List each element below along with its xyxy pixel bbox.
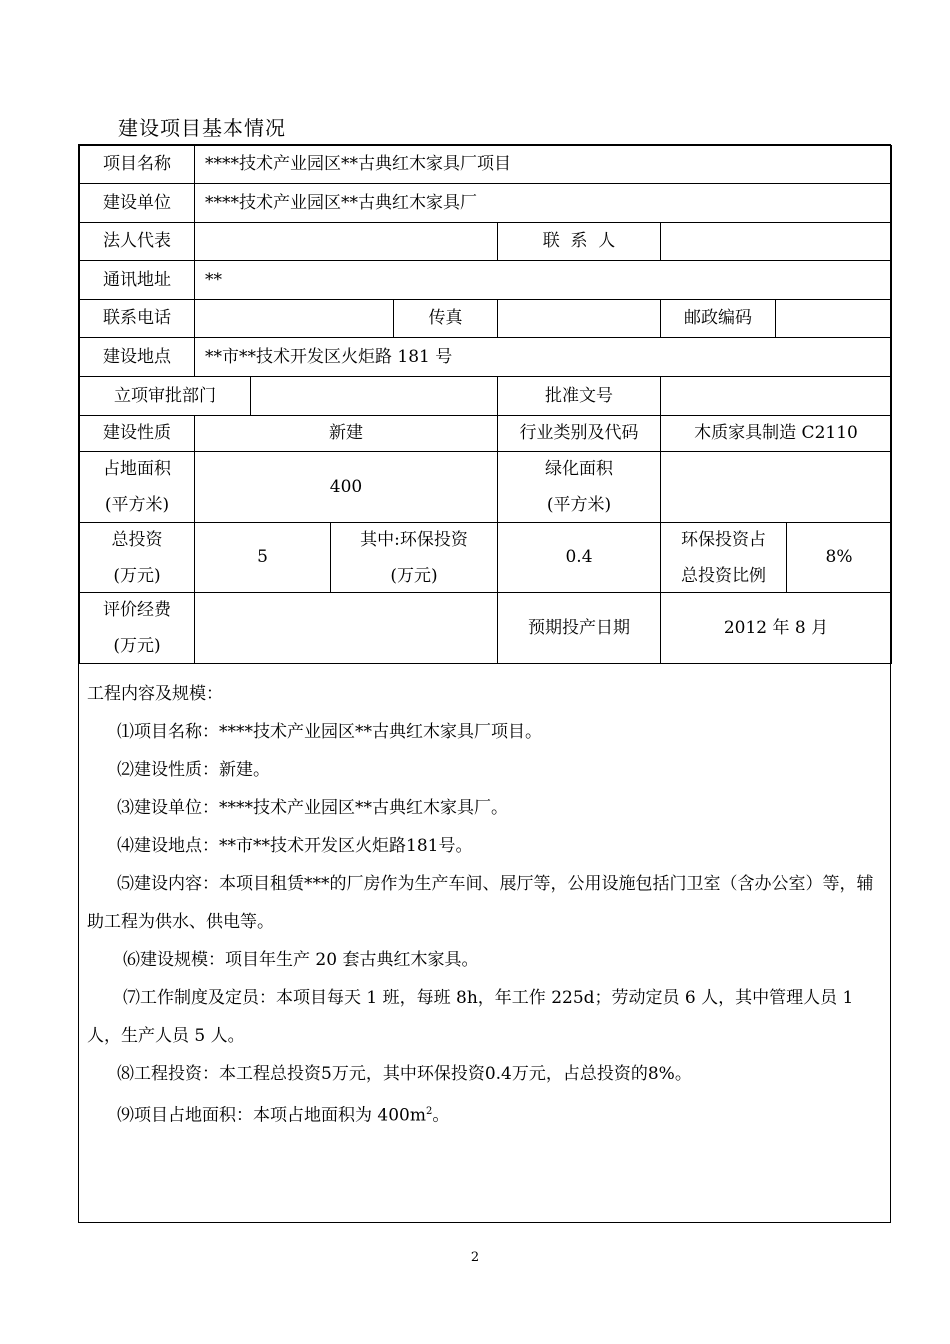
address-value: ** bbox=[194, 260, 892, 300]
content-item-4: ⑷建设地点：**市**技术开发区火炬路181号。 bbox=[117, 836, 473, 856]
green-area-label bbox=[497, 451, 661, 523]
env-investment-value: 0.4 bbox=[497, 522, 661, 593]
env-investment-label bbox=[330, 522, 498, 593]
green-area-label-line2: (平方米) bbox=[546, 495, 612, 515]
area-label-line1: 占地面积 bbox=[103, 459, 171, 479]
content-heading: 工程内容及规模： bbox=[87, 684, 223, 704]
project-name-value: ****技术产业园区**古典红木家具厂项目 bbox=[194, 145, 892, 184]
production-date-value: 2012 年 8 月 bbox=[660, 592, 892, 664]
green-area-value bbox=[660, 451, 892, 523]
eval-cost-label bbox=[79, 592, 195, 664]
area-value: 400 bbox=[194, 451, 498, 523]
content-item-9-superscript: 2 bbox=[425, 1106, 433, 1117]
postcode-label: 邮政编码 bbox=[660, 299, 776, 338]
investment-label-line2: (万元) bbox=[113, 565, 161, 586]
env-investment-label-line2: (万元) bbox=[390, 565, 438, 586]
approval-doc-label: 批准文号 bbox=[497, 376, 661, 416]
area-label bbox=[79, 451, 195, 523]
content-item-1: ⑴项目名称：****技术产业园区**古典红木家具厂项目。 bbox=[117, 722, 542, 742]
env-ratio-label bbox=[660, 522, 787, 593]
approval-dept-value bbox=[250, 376, 498, 416]
content-item-2: ⑵建设性质：新建。 bbox=[117, 760, 270, 780]
address-label: 通讯地址 bbox=[79, 260, 195, 300]
industry-label: 行业类别及代码 bbox=[497, 415, 661, 452]
content-item-7: ⑺工作制度及定员：本项目每天 1 班，每班 8h，年工作 225d；劳动定员 6 人，其中管理人员 1 人，生产人员 5 人。 bbox=[87, 988, 854, 1046]
eval-cost-label-line1: 评价经费 bbox=[103, 600, 171, 620]
postcode-value bbox=[775, 299, 892, 338]
investment-label bbox=[79, 522, 195, 593]
investment-label-line1: 总投资 bbox=[111, 529, 163, 550]
contact-label: 联 系 人 bbox=[497, 222, 661, 261]
location-label: 建设地点 bbox=[79, 337, 195, 377]
location-value: **市**技术开发区火炬路 181 号 bbox=[194, 337, 892, 377]
project-content-section bbox=[78, 663, 891, 1223]
project-name-label: 项目名称 bbox=[79, 145, 195, 184]
phone-value bbox=[194, 299, 394, 338]
green-area-label-line1: 绿化面积 bbox=[545, 459, 613, 479]
env-ratio-label-line1: 环保投资占 bbox=[681, 529, 766, 550]
legal-rep-label: 法人代表 bbox=[79, 222, 195, 261]
investment-value: 5 bbox=[194, 522, 331, 593]
content-item-5: ⑸建设内容：本项目租赁***的厂房作为生产车间、展厅等，公用设施包括门卫室（含办公室）等，辅助工程为供水、供电等。 bbox=[87, 874, 874, 932]
nature-label: 建设性质 bbox=[79, 415, 195, 452]
builder-value: ****技术产业园区**古典红木家具厂 bbox=[194, 183, 892, 223]
content-item-9 bbox=[87, 1093, 882, 1135]
eval-cost-value bbox=[194, 592, 498, 664]
area-label-line2: (平方米) bbox=[104, 495, 170, 515]
legal-rep-value bbox=[194, 222, 498, 261]
industry-value: 木质家具制造 C2110 bbox=[660, 415, 892, 452]
approval-dept-label: 立项审批部门 bbox=[79, 376, 251, 416]
nature-value: 新建 bbox=[194, 415, 498, 452]
eval-cost-label-line2: (万元) bbox=[113, 636, 161, 656]
page-number: 2 bbox=[470, 1250, 480, 1265]
fax-label: 传真 bbox=[393, 299, 498, 338]
approval-doc-value bbox=[660, 376, 892, 416]
env-investment-label-line1: 其中:环保投资 bbox=[360, 529, 468, 550]
production-date-label: 预期投产日期 bbox=[497, 592, 661, 664]
env-ratio-value: 8% bbox=[786, 522, 892, 593]
fax-value bbox=[497, 299, 661, 338]
content-item-6: ⑹建设规模：项目年生产 20 套古典红木家具。 bbox=[123, 950, 479, 970]
content-item-3: ⑶建设单位：****技术产业园区**古典红木家具厂。 bbox=[117, 798, 508, 818]
phone-label: 联系电话 bbox=[79, 299, 195, 338]
page-title: 建设项目基本情况 bbox=[118, 116, 286, 140]
contact-value bbox=[660, 222, 892, 261]
env-ratio-label-line2: 总投资比例 bbox=[681, 565, 766, 586]
content-item-9-text: ⑼项目占地面积：本项占地面积为 400m bbox=[117, 1105, 426, 1126]
content-item-9-end: 。 bbox=[432, 1105, 450, 1126]
builder-label: 建设单位 bbox=[79, 183, 195, 223]
content-item-8: ⑻工程投资：本工程总投资5万元，其中环保投资0.4万元，占总投资的8%。 bbox=[117, 1064, 692, 1084]
